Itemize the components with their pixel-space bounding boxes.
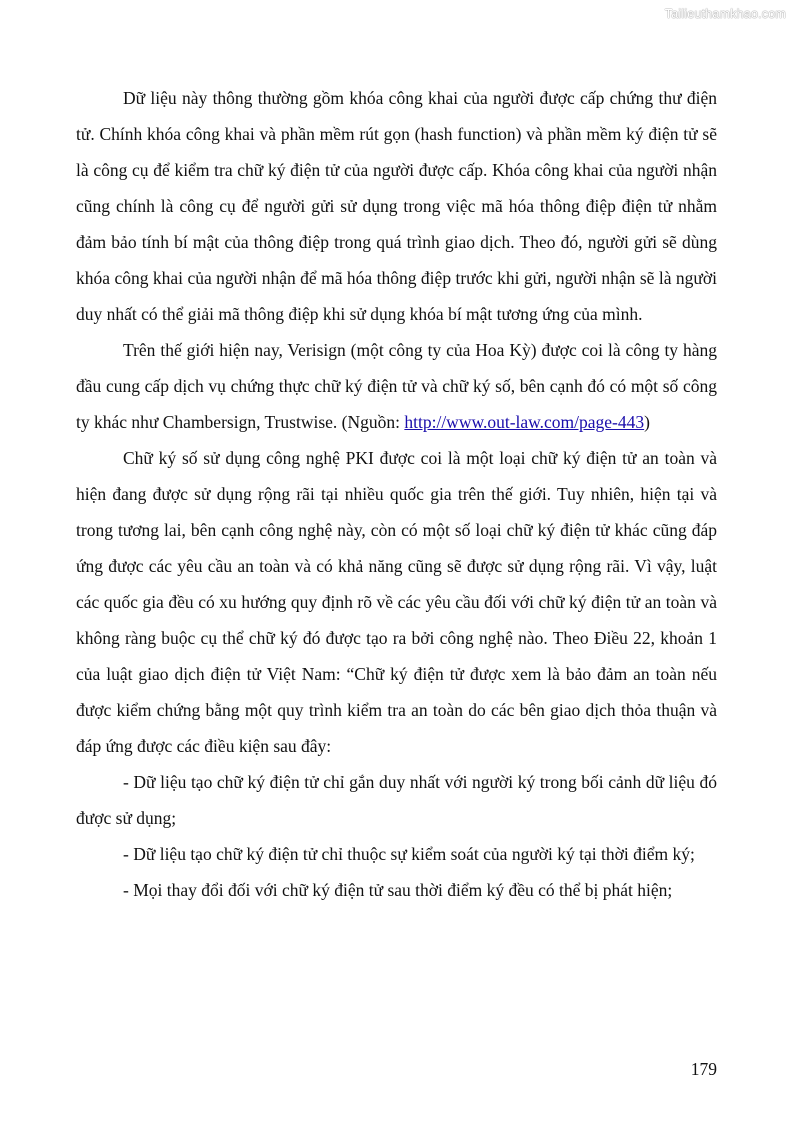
paragraph-1: Dữ liệu này thông thường gồm khóa công khai của người được cấp chứng thư điện tử. Chính khóa công khai và phần mềm rút gọn (hash function) và phần mềm ký điện tử sẽ là công cụ để kiểm tra chữ ký điện tử của người được cấp. Khóa công khai của người nhận cũng chính là công cụ để người gửi sử dụng trong việc mã hóa thông điệp điện tử nhằm đảm bảo tính bí mật của thông điệp trong quá trình giao dịch. Theo đó, người gửi sẽ dùng khóa công khai của người nhận để mã hóa thông điệp trước khi gửi, người nhận sẽ là người duy nhất có thể giải mã thông điệp khi sử dụng khóa bí mật tương ứng của mình. [76,88,717,324]
source-link[interactable]: http://www.out-law.com/page-443 [404,412,645,432]
paragraph-2-text: Trên thế giới hiện nay, Verisign (một công ty của Hoa Kỳ) được coi là công ty hàng đầu cung cấp dịch vụ chứng thực chữ ký điện tử và chữ ký số, bên cạnh đó có một số công ty khác như Chambersign, Trustwise. (Nguồn: [76,340,717,432]
watermark: Tailieuthamkhao.com [664,7,786,21]
list-item-2: - Dữ liệu tạo chữ ký điện tử chỉ thuộc sự kiểm soát của người ký tại thời điểm ký; [123,844,695,864]
list-item-1: - Dữ liệu tạo chữ ký điện tử chỉ gắn duy nhất với người ký trong bối cảnh dữ liệu đó được sử dụng; [76,772,717,828]
paragraph-2-close: ) [644,412,650,432]
paragraph-3: Chữ ký số sử dụng công nghệ PKI được coi là một loại chữ ký điện tử an toàn và hiện đang được sử dụng rộng rãi tại nhiều quốc gia trên thế giới. Tuy nhiên, hiện tại và trong tương lai, bên cạnh công nghệ này, còn có một số loại chữ ký điện tử khác cũng đáp ứng được các yêu cầu an toàn và có khả năng cũng sẽ được sử dụng rộng rãi. Vì vậy, luật các quốc gia đều có xu hướng quy định rõ về các yêu cầu đối với chữ ký điện tử an toàn và không ràng buộc cụ thể chữ ký đó được tạo ra bởi công nghệ nào. Theo Điều 22, khoản 1 của luật giao dịch điện tử Việt Nam: “Chữ ký điện tử được xem là bảo đảm an toàn nếu được kiểm chứng bằng một quy trình kiểm tra an toàn do các bên giao dịch thỏa thuận và đáp ứng được các điều kiện sau đây: [76,448,717,756]
document-body [76,80,717,908]
paragraph-2 [76,332,717,440]
list-item-3: - Mọi thay đổi đối với chữ ký điện tử sau thời điểm ký đều có thể bị phát hiện; [123,880,673,900]
page-number: 179 [690,1059,717,1079]
